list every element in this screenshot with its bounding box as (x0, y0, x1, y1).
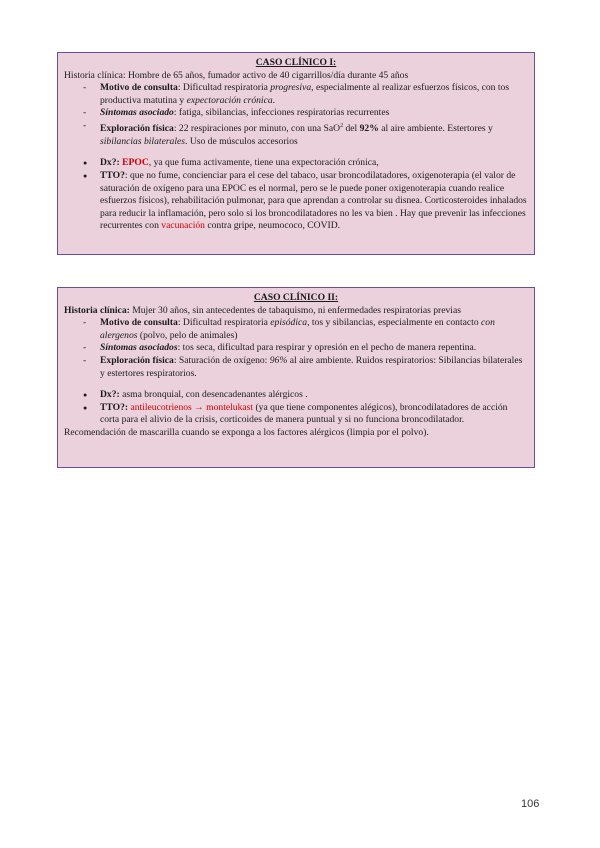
motivo-end: (polvo, pelo de animales) (137, 329, 238, 341)
motivo-italic-2: con alergenos (100, 317, 495, 341)
sintomas-text: : tos seca, dificultad para respirar y opresión en el pecho de manera repentina. (177, 342, 477, 354)
case-2-sintomas (100, 342, 528, 355)
case-1-findings-list (64, 82, 528, 148)
exploracion-label: Exploración física (100, 123, 174, 135)
case-1-sintomas (100, 107, 528, 120)
exploracion-end: . Uso de músculos accesorios (185, 135, 298, 147)
tto-red: vacunación (161, 220, 205, 232)
tto-red: antileucotrienos → montelukast (128, 401, 254, 413)
case-1-motivo (100, 82, 528, 107)
sintomas-label: Síntomas asociados (100, 342, 178, 354)
case-2-history (64, 305, 528, 318)
exploracion-mid: del (343, 123, 360, 135)
motivo-italic: progresiva (270, 82, 312, 94)
motivo-label: Motivo de consulta (100, 317, 178, 329)
exploracion-text: : Saturación de oxígeno: (173, 354, 270, 366)
sintomas-text: : fatiga, sibilancias, infecciones respiratorias recurrentes (173, 107, 390, 119)
motivo-text-mid: , tos y sibilancias, especialmente en contacto (307, 317, 482, 329)
exploracion-italic: sibilancias bilaterales (100, 135, 186, 147)
case-1-tto (100, 170, 528, 233)
dx-diagnosis: EPOC (122, 157, 149, 169)
case-2-motivo (100, 317, 528, 342)
case-2-title: CASO CLÍNICO II: (253, 292, 339, 303)
sintomas-label: Síntomas asociado (100, 107, 174, 119)
case-2-dx (100, 389, 528, 402)
case-1-dx-tto-list (64, 157, 528, 233)
case-1-title: CASO CLÍNICO I: (255, 57, 337, 68)
motivo-text: : Dificultad respiratoria (177, 82, 271, 94)
case-1-exploracion (100, 120, 528, 148)
exploracion-text: : 22 respiraciones por minuto, con una SaO (173, 123, 341, 135)
motivo-italic: episódica (270, 317, 308, 329)
case-1-history: Historia clínica: Hombre de 65 años, fumador activo de 40 cigarrillos/día durante 45 años (64, 69, 409, 81)
case-2-recommendation: Recomendación de mascarilla cuando se exponga a los factores alérgicos (limpia por el polvo). (64, 426, 429, 438)
motivo-text-mid: , especialmente al realizar esfuerzos físicos, con tos productiva matutina y (100, 82, 510, 106)
dx-label: Dx?: (100, 389, 120, 401)
exploracion-italic: 96% (269, 354, 288, 366)
tto-text: (ya que tiene componentes alégicos), broncodilatadores de acción corta para el alivio de la crisis, corticoides de manera puntual y si no funciona broncodilatador. (100, 401, 508, 426)
dx-label: Dx?: (100, 157, 120, 169)
exploracion-bold: 92% (359, 123, 379, 135)
case-2-box (57, 287, 535, 468)
case-1-dx (100, 157, 528, 170)
case-2-findings-list (64, 317, 528, 380)
history-text: Mujer 30 años, sin antecedentes de tabaquismo, ni enfermedades respiratorias previas (129, 304, 461, 316)
dx-text: asma bronquial, con desencadenantes alérgicos . (119, 389, 308, 401)
case-2-exploracion (100, 355, 528, 380)
exploracion-sup: 2 (340, 122, 344, 129)
exploracion-label: Exploración física (100, 354, 174, 366)
case-1-box (57, 52, 535, 255)
case-2-tto (100, 402, 528, 427)
motivo-end: . (272, 94, 276, 106)
motivo-label: Motivo de consulta (100, 82, 178, 94)
motivo-italic-2: expectoración crónica (186, 94, 273, 106)
case-2-dx-tto-list (64, 389, 528, 427)
dx-text: , ya que fuma activamente, tiene una expectoración crónica, (148, 157, 379, 169)
exploracion-mid-2: al aire ambiente. Estertores y (378, 123, 493, 135)
exploracion-end: al aire ambiente. Ruidos respiratorios: Sibilancias bilaterales y estertores respiratorios. (100, 354, 523, 379)
history-label: Historia clínica: (64, 304, 130, 316)
tto-label: TTO? (100, 169, 125, 181)
tto-text: : que no fume, concienciar para el cese del tabaco, usar broncodilatadores, oxigenoterapia (el valor de saturación de oxígeno para una EPOC es el normal, pero se le puede poner oxigenoterapia cuando realice esfuerzos físicos), rehabilitación pulmonar, para que aprendan a controlar su disnea. Corticosteroides inhalados para reducir la inflamación, pero solo si los broncodilatadores no les va bien . Hay que prevenir las infecciones recurrentes con (100, 169, 527, 232)
tto-label: TTO?: (100, 401, 129, 413)
page-number: 106 (521, 798, 540, 810)
motivo-text: : Dificultad respiratoria (177, 317, 271, 329)
tto-end: contra gripe, neumococo, COVID. (204, 220, 341, 232)
